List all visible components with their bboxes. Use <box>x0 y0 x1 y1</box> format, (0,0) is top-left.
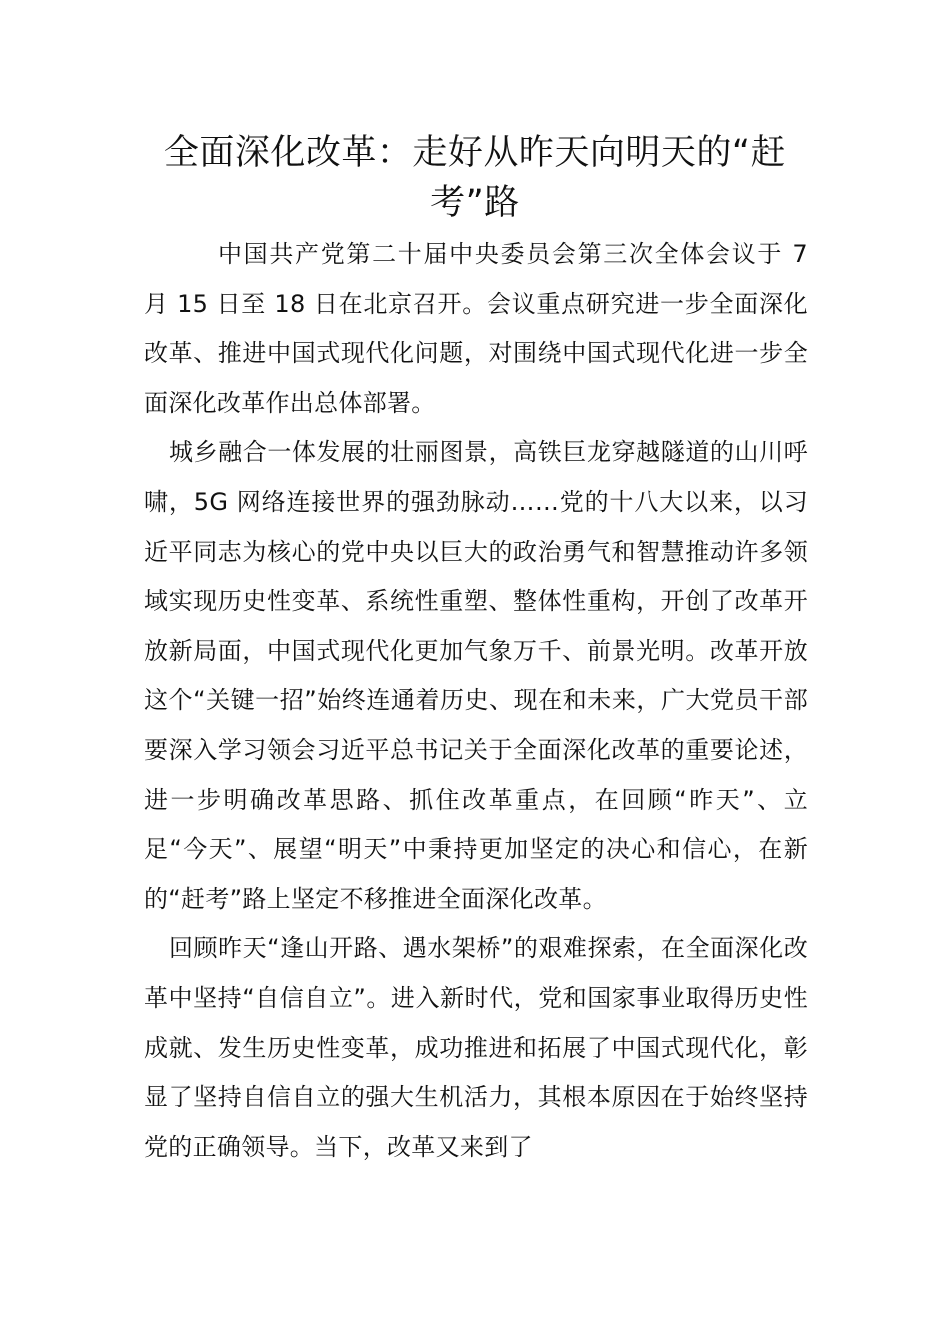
paragraph-3: 回顾昨天“逢山开路、遇水架桥”的艰难探索，在全面深化改革中坚持“自信自立”。进入新时代，党和国家事业取得历史性成就、发生历史性变革，成功推进和拓展了中国式现代化，彰显了坚持自信自立的强大生机活力，其根本原因在于始终坚持党的正确领导。当下，改革又来到了 <box>144 934 808 1161</box>
document-title: 全面深化改革：走好从昨天向明天的“赶考”路 <box>163 133 787 223</box>
document-body <box>144 230 808 1172</box>
paragraph-1: 中国共产党第二十届中央委员会第三次全体会议于 7 月 15 日至 18 日在北京召开。会议重点研究进一步全面深化改革、推进中国式现代化问题，对围绕中国式现代化进一步全面深化改革作出总体部署。 <box>144 240 808 417</box>
paragraph-2: 城乡融合一体发展的壮丽图景，高铁巨龙穿越隧道的山川呼啸，5G 网络连接世界的强劲脉动……党的十八大以来，以习近平同志为核心的党中央以巨大的政治勇气和智慧推动许多领域实现历史性变革、系统性重塑、整体性重构，开创了改革开放新局面，中国式现代化更加气象万千、前景光明。改革开放这个“关键一招”始终连通着历史、现在和未来，广大党员干部要深入学习领会习近平总书记关于全面深化改革的重要论述，进一步明确改革思路、抓住改革重点，在回顾“昨天”、立足“今天”、展望“明天”中秉持更加坚定的决心和信心，在新的“赶考”路上坚定不移推进全面深化改革。 <box>144 438 808 913</box>
